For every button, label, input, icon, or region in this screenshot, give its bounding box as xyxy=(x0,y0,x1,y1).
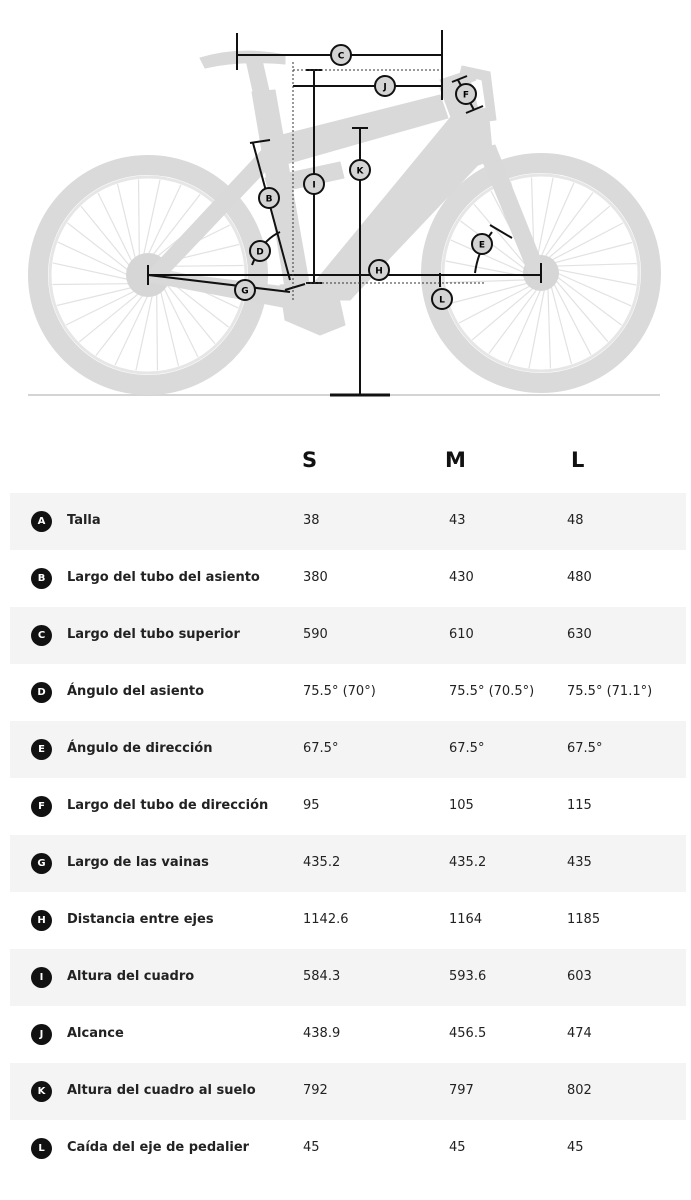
value-size-l: 45 xyxy=(567,1140,584,1155)
table-row xyxy=(10,721,686,778)
row-label: Talla xyxy=(67,513,101,528)
value-size-l: 474 xyxy=(567,1026,592,1041)
value-size-s: 435.2 xyxy=(303,855,341,870)
row-label: Largo del tubo superior xyxy=(67,627,240,642)
svg-text:J: J xyxy=(383,82,387,93)
marker-b xyxy=(259,188,279,208)
row-badge: J xyxy=(31,1024,52,1045)
value-size-m: 45 xyxy=(449,1140,466,1155)
row-badge: B xyxy=(31,568,52,589)
value-size-m: 610 xyxy=(449,627,474,642)
table-row xyxy=(10,664,686,721)
svg-text:G: G xyxy=(241,286,249,297)
table-row xyxy=(10,493,686,550)
bike-geometry-diagram xyxy=(0,0,691,410)
size-header-l: L xyxy=(571,448,585,472)
value-size-s: 38 xyxy=(303,513,320,528)
value-size-s: 380 xyxy=(303,570,328,585)
value-size-s: 45 xyxy=(303,1140,320,1155)
value-size-s: 438.9 xyxy=(303,1026,341,1041)
row-badge: F xyxy=(31,796,52,817)
svg-text:F: F xyxy=(462,90,470,101)
value-size-l: 67.5° xyxy=(567,741,603,756)
marker-h xyxy=(369,260,389,280)
marker-c xyxy=(331,45,351,65)
value-size-l: 630 xyxy=(567,627,592,642)
table-row xyxy=(10,1063,686,1120)
svg-text:D: D xyxy=(256,247,264,258)
svg-text:H: H xyxy=(375,266,383,277)
row-label: Altura del cuadro al suelo xyxy=(67,1083,256,1098)
value-size-m: 105 xyxy=(449,798,474,813)
value-size-l: 802 xyxy=(567,1083,592,1098)
value-size-l: 115 xyxy=(567,798,592,813)
value-size-m: 456.5 xyxy=(449,1026,487,1041)
table-row xyxy=(10,778,686,835)
value-size-s: 590 xyxy=(303,627,328,642)
svg-text:K: K xyxy=(356,166,364,177)
marker-l xyxy=(432,289,452,309)
size-header-s: S xyxy=(302,448,318,472)
value-size-l: 480 xyxy=(567,570,592,585)
svg-text:L: L xyxy=(439,295,445,306)
value-size-s: 792 xyxy=(303,1083,328,1098)
table-row xyxy=(10,1006,686,1063)
value-size-l: 75.5° (71.1°) xyxy=(567,684,653,699)
value-size-m: 43 xyxy=(449,513,466,528)
marker-j xyxy=(375,76,395,96)
geometry-table xyxy=(10,493,686,1177)
row-badge: C xyxy=(31,625,52,646)
table-row xyxy=(10,550,686,607)
marker-f xyxy=(456,84,476,104)
svg-text:E: E xyxy=(478,240,486,251)
value-size-m: 430 xyxy=(449,570,474,585)
svg-text:C: C xyxy=(337,51,345,62)
row-badge: D xyxy=(31,682,52,703)
row-label: Distancia entre ejes xyxy=(67,912,214,927)
value-size-m: 593.6 xyxy=(449,969,487,984)
value-size-s: 75.5° (70°) xyxy=(303,684,376,699)
value-size-s: 67.5° xyxy=(303,741,339,756)
row-badge: E xyxy=(31,739,52,760)
marker-i xyxy=(304,174,324,194)
marker-g xyxy=(235,280,255,300)
value-size-m: 435.2 xyxy=(449,855,487,870)
row-label: Largo del tubo del asiento xyxy=(67,570,260,585)
value-size-l: 48 xyxy=(567,513,584,528)
table-row xyxy=(10,949,686,1006)
table-row xyxy=(10,835,686,892)
row-badge: H xyxy=(31,910,52,931)
row-label: Largo de las vainas xyxy=(67,855,209,870)
marker-e xyxy=(472,234,492,254)
row-label: Altura del cuadro xyxy=(67,969,195,984)
value-size-s: 95 xyxy=(303,798,320,813)
value-size-l: 435 xyxy=(567,855,592,870)
value-size-m: 67.5° xyxy=(449,741,485,756)
size-header-m: M xyxy=(445,448,466,472)
row-badge: A xyxy=(31,511,52,532)
row-label: Alcance xyxy=(67,1026,124,1041)
value-size-m: 1164 xyxy=(449,912,483,927)
row-label: Largo del tubo de dirección xyxy=(67,798,269,813)
row-badge: I xyxy=(31,967,52,988)
marker-d xyxy=(250,241,270,261)
marker-k xyxy=(350,160,370,180)
row-label: Ángulo de dirección xyxy=(67,741,213,756)
value-size-l: 1185 xyxy=(567,912,601,927)
table-row xyxy=(10,892,686,949)
value-size-m: 797 xyxy=(449,1083,474,1098)
row-badge: L xyxy=(31,1138,52,1159)
value-size-l: 603 xyxy=(567,969,592,984)
table-row xyxy=(10,607,686,664)
svg-text:I: I xyxy=(312,180,316,191)
row-label: Caída del eje de pedalier xyxy=(67,1140,250,1155)
table-row xyxy=(10,1120,686,1177)
row-badge: K xyxy=(31,1081,52,1102)
value-size-s: 584.3 xyxy=(303,969,341,984)
value-size-m: 75.5° (70.5°) xyxy=(449,684,535,699)
svg-text:B: B xyxy=(265,194,273,205)
row-badge: G xyxy=(31,853,52,874)
row-label: Ángulo del asiento xyxy=(67,684,205,699)
value-size-s: 1142.6 xyxy=(303,912,349,927)
